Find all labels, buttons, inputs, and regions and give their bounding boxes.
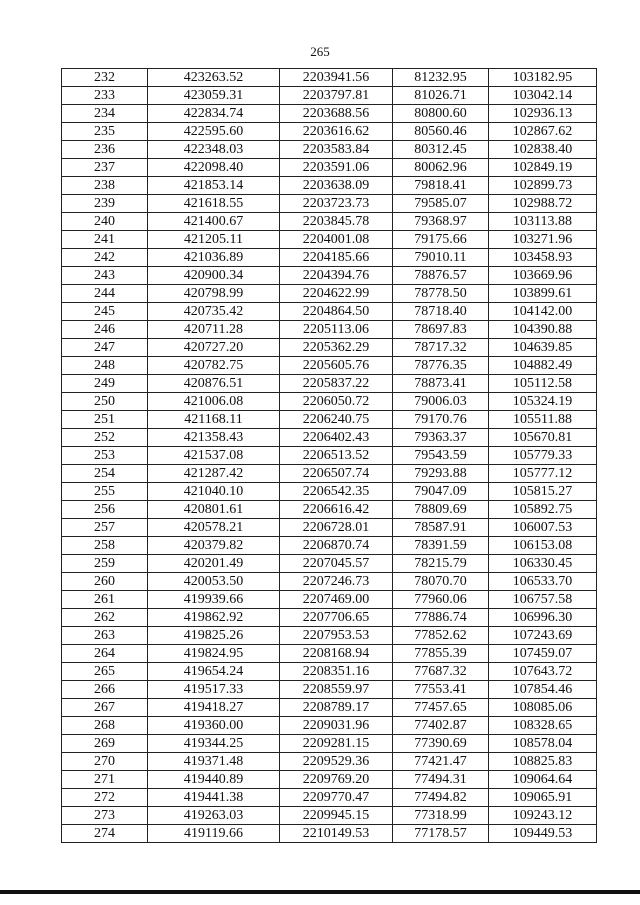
easting-cell: 80800.60 xyxy=(393,105,489,123)
y-coordinate-cell: 2204001.08 xyxy=(280,231,393,249)
x-coordinate-cell: 420711.28 xyxy=(148,321,280,339)
northing-cell: 109243.12 xyxy=(489,807,597,825)
point-id-cell: 272 xyxy=(62,789,148,807)
table-row xyxy=(62,609,597,627)
table-row xyxy=(62,285,597,303)
y-coordinate-cell: 2209769.20 xyxy=(280,771,393,789)
bottom-rule xyxy=(0,890,640,894)
northing-cell: 103113.88 xyxy=(489,213,597,231)
point-id-cell: 239 xyxy=(62,195,148,213)
northing-cell: 105892.75 xyxy=(489,501,597,519)
table-row xyxy=(62,411,597,429)
easting-cell: 77494.82 xyxy=(393,789,489,807)
table-row xyxy=(62,393,597,411)
easting-cell: 79170.76 xyxy=(393,411,489,429)
northing-cell: 104390.88 xyxy=(489,321,597,339)
x-coordinate-cell: 419441.38 xyxy=(148,789,280,807)
point-id-cell: 268 xyxy=(62,717,148,735)
northing-cell: 103899.61 xyxy=(489,285,597,303)
point-id-cell: 267 xyxy=(62,699,148,717)
table-row xyxy=(62,645,597,663)
y-coordinate-cell: 2210149.53 xyxy=(280,825,393,843)
y-coordinate-cell: 2203583.84 xyxy=(280,141,393,159)
y-coordinate-cell: 2203638.09 xyxy=(280,177,393,195)
point-id-cell: 236 xyxy=(62,141,148,159)
page-number: 265 xyxy=(310,44,330,59)
x-coordinate-cell: 422595.60 xyxy=(148,123,280,141)
y-coordinate-cell: 2208168.94 xyxy=(280,645,393,663)
x-coordinate-cell: 421853.14 xyxy=(148,177,280,195)
easting-cell: 80312.45 xyxy=(393,141,489,159)
point-id-cell: 252 xyxy=(62,429,148,447)
easting-cell: 79010.11 xyxy=(393,249,489,267)
easting-cell: 78873.41 xyxy=(393,375,489,393)
easting-cell: 78778.50 xyxy=(393,285,489,303)
northing-cell: 103182.95 xyxy=(489,69,597,87)
northing-cell: 103271.96 xyxy=(489,231,597,249)
table-row xyxy=(62,807,597,825)
y-coordinate-cell: 2206870.74 xyxy=(280,537,393,555)
table-row xyxy=(62,303,597,321)
northing-cell: 108328.65 xyxy=(489,717,597,735)
easting-cell: 79368.97 xyxy=(393,213,489,231)
x-coordinate-cell: 419654.24 xyxy=(148,663,280,681)
x-coordinate-cell: 420201.49 xyxy=(148,555,280,573)
x-coordinate-cell: 419263.03 xyxy=(148,807,280,825)
table-row xyxy=(62,537,597,555)
x-coordinate-cell: 420801.61 xyxy=(148,501,280,519)
x-coordinate-cell: 421168.11 xyxy=(148,411,280,429)
table-row xyxy=(62,159,597,177)
y-coordinate-cell: 2206728.01 xyxy=(280,519,393,537)
easting-cell: 78718.40 xyxy=(393,303,489,321)
easting-cell: 77178.57 xyxy=(393,825,489,843)
table-row xyxy=(62,519,597,537)
x-coordinate-cell: 420782.75 xyxy=(148,357,280,375)
point-id-cell: 234 xyxy=(62,105,148,123)
y-coordinate-cell: 2206513.52 xyxy=(280,447,393,465)
y-coordinate-cell: 2206240.75 xyxy=(280,411,393,429)
northing-cell: 104882.49 xyxy=(489,357,597,375)
point-id-cell: 265 xyxy=(62,663,148,681)
y-coordinate-cell: 2207469.00 xyxy=(280,591,393,609)
table-row xyxy=(62,501,597,519)
easting-cell: 80062.96 xyxy=(393,159,489,177)
table-row xyxy=(62,321,597,339)
northing-cell: 105511.88 xyxy=(489,411,597,429)
x-coordinate-cell: 420578.21 xyxy=(148,519,280,537)
easting-cell: 79363.37 xyxy=(393,429,489,447)
x-coordinate-cell: 421036.89 xyxy=(148,249,280,267)
easting-cell: 77457.65 xyxy=(393,699,489,717)
point-id-cell: 245 xyxy=(62,303,148,321)
table-row xyxy=(62,447,597,465)
x-coordinate-cell: 419939.66 xyxy=(148,591,280,609)
easting-cell: 80560.46 xyxy=(393,123,489,141)
x-coordinate-cell: 419344.25 xyxy=(148,735,280,753)
point-id-cell: 264 xyxy=(62,645,148,663)
easting-cell: 77852.62 xyxy=(393,627,489,645)
y-coordinate-cell: 2206542.35 xyxy=(280,483,393,501)
table-row xyxy=(62,663,597,681)
northing-cell: 104639.85 xyxy=(489,339,597,357)
northing-cell: 105112.58 xyxy=(489,375,597,393)
northing-cell: 105777.12 xyxy=(489,465,597,483)
table-row xyxy=(62,699,597,717)
x-coordinate-cell: 419119.66 xyxy=(148,825,280,843)
x-coordinate-cell: 421006.08 xyxy=(148,393,280,411)
northing-cell: 105815.27 xyxy=(489,483,597,501)
table-row xyxy=(62,771,597,789)
x-coordinate-cell: 420798.99 xyxy=(148,285,280,303)
table-row xyxy=(62,267,597,285)
y-coordinate-cell: 2205837.22 xyxy=(280,375,393,393)
y-coordinate-cell: 2205362.29 xyxy=(280,339,393,357)
x-coordinate-cell: 421040.10 xyxy=(148,483,280,501)
x-coordinate-cell: 420727.20 xyxy=(148,339,280,357)
x-coordinate-cell: 419825.26 xyxy=(148,627,280,645)
point-id-cell: 273 xyxy=(62,807,148,825)
point-id-cell: 232 xyxy=(62,69,148,87)
y-coordinate-cell: 2208351.16 xyxy=(280,663,393,681)
x-coordinate-cell: 419418.27 xyxy=(148,699,280,717)
point-id-cell: 258 xyxy=(62,537,148,555)
table-row xyxy=(62,789,597,807)
table-row xyxy=(62,105,597,123)
easting-cell: 77318.99 xyxy=(393,807,489,825)
table-row xyxy=(62,69,597,87)
table-row xyxy=(62,465,597,483)
point-id-cell: 233 xyxy=(62,87,148,105)
point-id-cell: 238 xyxy=(62,177,148,195)
northing-cell: 102936.13 xyxy=(489,105,597,123)
x-coordinate-cell: 420053.50 xyxy=(148,573,280,591)
x-coordinate-cell: 423263.52 xyxy=(148,69,280,87)
northing-cell: 105779.33 xyxy=(489,447,597,465)
y-coordinate-cell: 2203723.73 xyxy=(280,195,393,213)
point-id-cell: 235 xyxy=(62,123,148,141)
easting-cell: 77855.39 xyxy=(393,645,489,663)
y-coordinate-cell: 2209529.36 xyxy=(280,753,393,771)
table-row xyxy=(62,573,597,591)
point-id-cell: 262 xyxy=(62,609,148,627)
easting-cell: 79293.88 xyxy=(393,465,489,483)
easting-cell: 81232.95 xyxy=(393,69,489,87)
table-row xyxy=(62,825,597,843)
northing-cell: 109065.91 xyxy=(489,789,597,807)
point-id-cell: 248 xyxy=(62,357,148,375)
x-coordinate-cell: 420379.82 xyxy=(148,537,280,555)
point-id-cell: 260 xyxy=(62,573,148,591)
easting-cell: 78876.57 xyxy=(393,267,489,285)
easting-cell: 78215.79 xyxy=(393,555,489,573)
table-row xyxy=(62,483,597,501)
x-coordinate-cell: 422098.40 xyxy=(148,159,280,177)
y-coordinate-cell: 2209770.47 xyxy=(280,789,393,807)
table-row xyxy=(62,249,597,267)
northing-cell: 102838.40 xyxy=(489,141,597,159)
northing-cell: 102849.19 xyxy=(489,159,597,177)
table-row xyxy=(62,339,597,357)
northing-cell: 109064.64 xyxy=(489,771,597,789)
x-coordinate-cell: 423059.31 xyxy=(148,87,280,105)
y-coordinate-cell: 2203591.06 xyxy=(280,159,393,177)
easting-cell: 77886.74 xyxy=(393,609,489,627)
easting-cell: 81026.71 xyxy=(393,87,489,105)
table-row xyxy=(62,357,597,375)
point-id-cell: 243 xyxy=(62,267,148,285)
northing-cell: 105324.19 xyxy=(489,393,597,411)
northing-cell: 107459.07 xyxy=(489,645,597,663)
table-row xyxy=(62,213,597,231)
point-id-cell: 244 xyxy=(62,285,148,303)
y-coordinate-cell: 2209281.15 xyxy=(280,735,393,753)
northing-cell: 106533.70 xyxy=(489,573,597,591)
y-coordinate-cell: 2207706.65 xyxy=(280,609,393,627)
x-coordinate-cell: 421205.11 xyxy=(148,231,280,249)
point-id-cell: 263 xyxy=(62,627,148,645)
table-row xyxy=(62,753,597,771)
y-coordinate-cell: 2207045.57 xyxy=(280,555,393,573)
easting-cell: 77421.47 xyxy=(393,753,489,771)
x-coordinate-cell: 419517.33 xyxy=(148,681,280,699)
point-id-cell: 271 xyxy=(62,771,148,789)
point-id-cell: 266 xyxy=(62,681,148,699)
northing-cell: 107854.46 xyxy=(489,681,597,699)
y-coordinate-cell: 2208559.97 xyxy=(280,681,393,699)
easting-cell: 78391.59 xyxy=(393,537,489,555)
northing-cell: 103042.14 xyxy=(489,87,597,105)
y-coordinate-cell: 2205113.06 xyxy=(280,321,393,339)
point-id-cell: 257 xyxy=(62,519,148,537)
table-row xyxy=(62,177,597,195)
easting-cell: 79585.07 xyxy=(393,195,489,213)
y-coordinate-cell: 2204185.66 xyxy=(280,249,393,267)
easting-cell: 77390.69 xyxy=(393,735,489,753)
x-coordinate-cell: 421287.42 xyxy=(148,465,280,483)
easting-cell: 78070.70 xyxy=(393,573,489,591)
table-row xyxy=(62,591,597,609)
y-coordinate-cell: 2206616.42 xyxy=(280,501,393,519)
y-coordinate-cell: 2203688.56 xyxy=(280,105,393,123)
y-coordinate-cell: 2207246.73 xyxy=(280,573,393,591)
y-coordinate-cell: 2203845.78 xyxy=(280,213,393,231)
x-coordinate-cell: 421618.55 xyxy=(148,195,280,213)
point-id-cell: 253 xyxy=(62,447,148,465)
table-row xyxy=(62,429,597,447)
point-id-cell: 255 xyxy=(62,483,148,501)
easting-cell: 77553.41 xyxy=(393,681,489,699)
easting-cell: 78587.91 xyxy=(393,519,489,537)
northing-cell: 102867.62 xyxy=(489,123,597,141)
y-coordinate-cell: 2205605.76 xyxy=(280,357,393,375)
easting-cell: 79006.03 xyxy=(393,393,489,411)
northing-cell: 103669.96 xyxy=(489,267,597,285)
y-coordinate-cell: 2208789.17 xyxy=(280,699,393,717)
northing-cell: 104142.00 xyxy=(489,303,597,321)
coordinate-table-body xyxy=(62,69,597,843)
point-id-cell: 251 xyxy=(62,411,148,429)
point-id-cell: 241 xyxy=(62,231,148,249)
northing-cell: 109449.53 xyxy=(489,825,597,843)
easting-cell: 78809.69 xyxy=(393,501,489,519)
table-row xyxy=(62,87,597,105)
easting-cell: 79543.59 xyxy=(393,447,489,465)
northing-cell: 106757.58 xyxy=(489,591,597,609)
x-coordinate-cell: 420735.42 xyxy=(148,303,280,321)
x-coordinate-cell: 419371.48 xyxy=(148,753,280,771)
northing-cell: 106007.53 xyxy=(489,519,597,537)
table-row xyxy=(62,123,597,141)
northing-cell: 107643.72 xyxy=(489,663,597,681)
table-row xyxy=(62,141,597,159)
point-id-cell: 250 xyxy=(62,393,148,411)
x-coordinate-cell: 421358.43 xyxy=(148,429,280,447)
northing-cell: 105670.81 xyxy=(489,429,597,447)
x-coordinate-cell: 420876.51 xyxy=(148,375,280,393)
easting-cell: 78776.35 xyxy=(393,357,489,375)
point-id-cell: 261 xyxy=(62,591,148,609)
northing-cell: 108578.04 xyxy=(489,735,597,753)
x-coordinate-cell: 421537.08 xyxy=(148,447,280,465)
y-coordinate-cell: 2203797.81 xyxy=(280,87,393,105)
x-coordinate-cell: 422834.74 xyxy=(148,105,280,123)
y-coordinate-cell: 2206402.43 xyxy=(280,429,393,447)
northing-cell: 106153.08 xyxy=(489,537,597,555)
table-row xyxy=(62,681,597,699)
northing-cell: 103458.93 xyxy=(489,249,597,267)
point-id-cell: 242 xyxy=(62,249,148,267)
easting-cell: 77687.32 xyxy=(393,663,489,681)
point-id-cell: 274 xyxy=(62,825,148,843)
y-coordinate-cell: 2209031.96 xyxy=(280,717,393,735)
northing-cell: 108085.06 xyxy=(489,699,597,717)
easting-cell: 79047.09 xyxy=(393,483,489,501)
x-coordinate-cell: 422348.03 xyxy=(148,141,280,159)
table-row xyxy=(62,627,597,645)
x-coordinate-cell: 419862.92 xyxy=(148,609,280,627)
y-coordinate-cell: 2209945.15 xyxy=(280,807,393,825)
x-coordinate-cell: 419440.89 xyxy=(148,771,280,789)
northing-cell: 102988.72 xyxy=(489,195,597,213)
point-id-cell: 249 xyxy=(62,375,148,393)
y-coordinate-cell: 2207953.53 xyxy=(280,627,393,645)
point-id-cell: 269 xyxy=(62,735,148,753)
point-id-cell: 246 xyxy=(62,321,148,339)
table-row xyxy=(62,735,597,753)
northing-cell: 106330.45 xyxy=(489,555,597,573)
x-coordinate-cell: 421400.67 xyxy=(148,213,280,231)
y-coordinate-cell: 2206507.74 xyxy=(280,465,393,483)
northing-cell: 107243.69 xyxy=(489,627,597,645)
table-row xyxy=(62,375,597,393)
easting-cell: 78717.32 xyxy=(393,339,489,357)
point-id-cell: 256 xyxy=(62,501,148,519)
easting-cell: 79818.41 xyxy=(393,177,489,195)
x-coordinate-cell: 419824.95 xyxy=(148,645,280,663)
easting-cell: 77402.87 xyxy=(393,717,489,735)
point-id-cell: 270 xyxy=(62,753,148,771)
x-coordinate-cell: 419360.00 xyxy=(148,717,280,735)
y-coordinate-cell: 2206050.72 xyxy=(280,393,393,411)
northing-cell: 102899.73 xyxy=(489,177,597,195)
y-coordinate-cell: 2204394.76 xyxy=(280,267,393,285)
northing-cell: 106996.30 xyxy=(489,609,597,627)
table-row xyxy=(62,195,597,213)
easting-cell: 77960.06 xyxy=(393,591,489,609)
y-coordinate-cell: 2204864.50 xyxy=(280,303,393,321)
point-id-cell: 240 xyxy=(62,213,148,231)
x-coordinate-cell: 420900.34 xyxy=(148,267,280,285)
easting-cell: 78697.83 xyxy=(393,321,489,339)
point-id-cell: 259 xyxy=(62,555,148,573)
y-coordinate-cell: 2203616.62 xyxy=(280,123,393,141)
y-coordinate-cell: 2203941.56 xyxy=(280,69,393,87)
coordinate-table xyxy=(61,68,597,843)
point-id-cell: 254 xyxy=(62,465,148,483)
easting-cell: 77494.31 xyxy=(393,771,489,789)
y-coordinate-cell: 2204622.99 xyxy=(280,285,393,303)
table-row xyxy=(62,231,597,249)
easting-cell: 79175.66 xyxy=(393,231,489,249)
northing-cell: 108825.83 xyxy=(489,753,597,771)
table-row xyxy=(62,555,597,573)
point-id-cell: 237 xyxy=(62,159,148,177)
table-row xyxy=(62,717,597,735)
point-id-cell: 247 xyxy=(62,339,148,357)
